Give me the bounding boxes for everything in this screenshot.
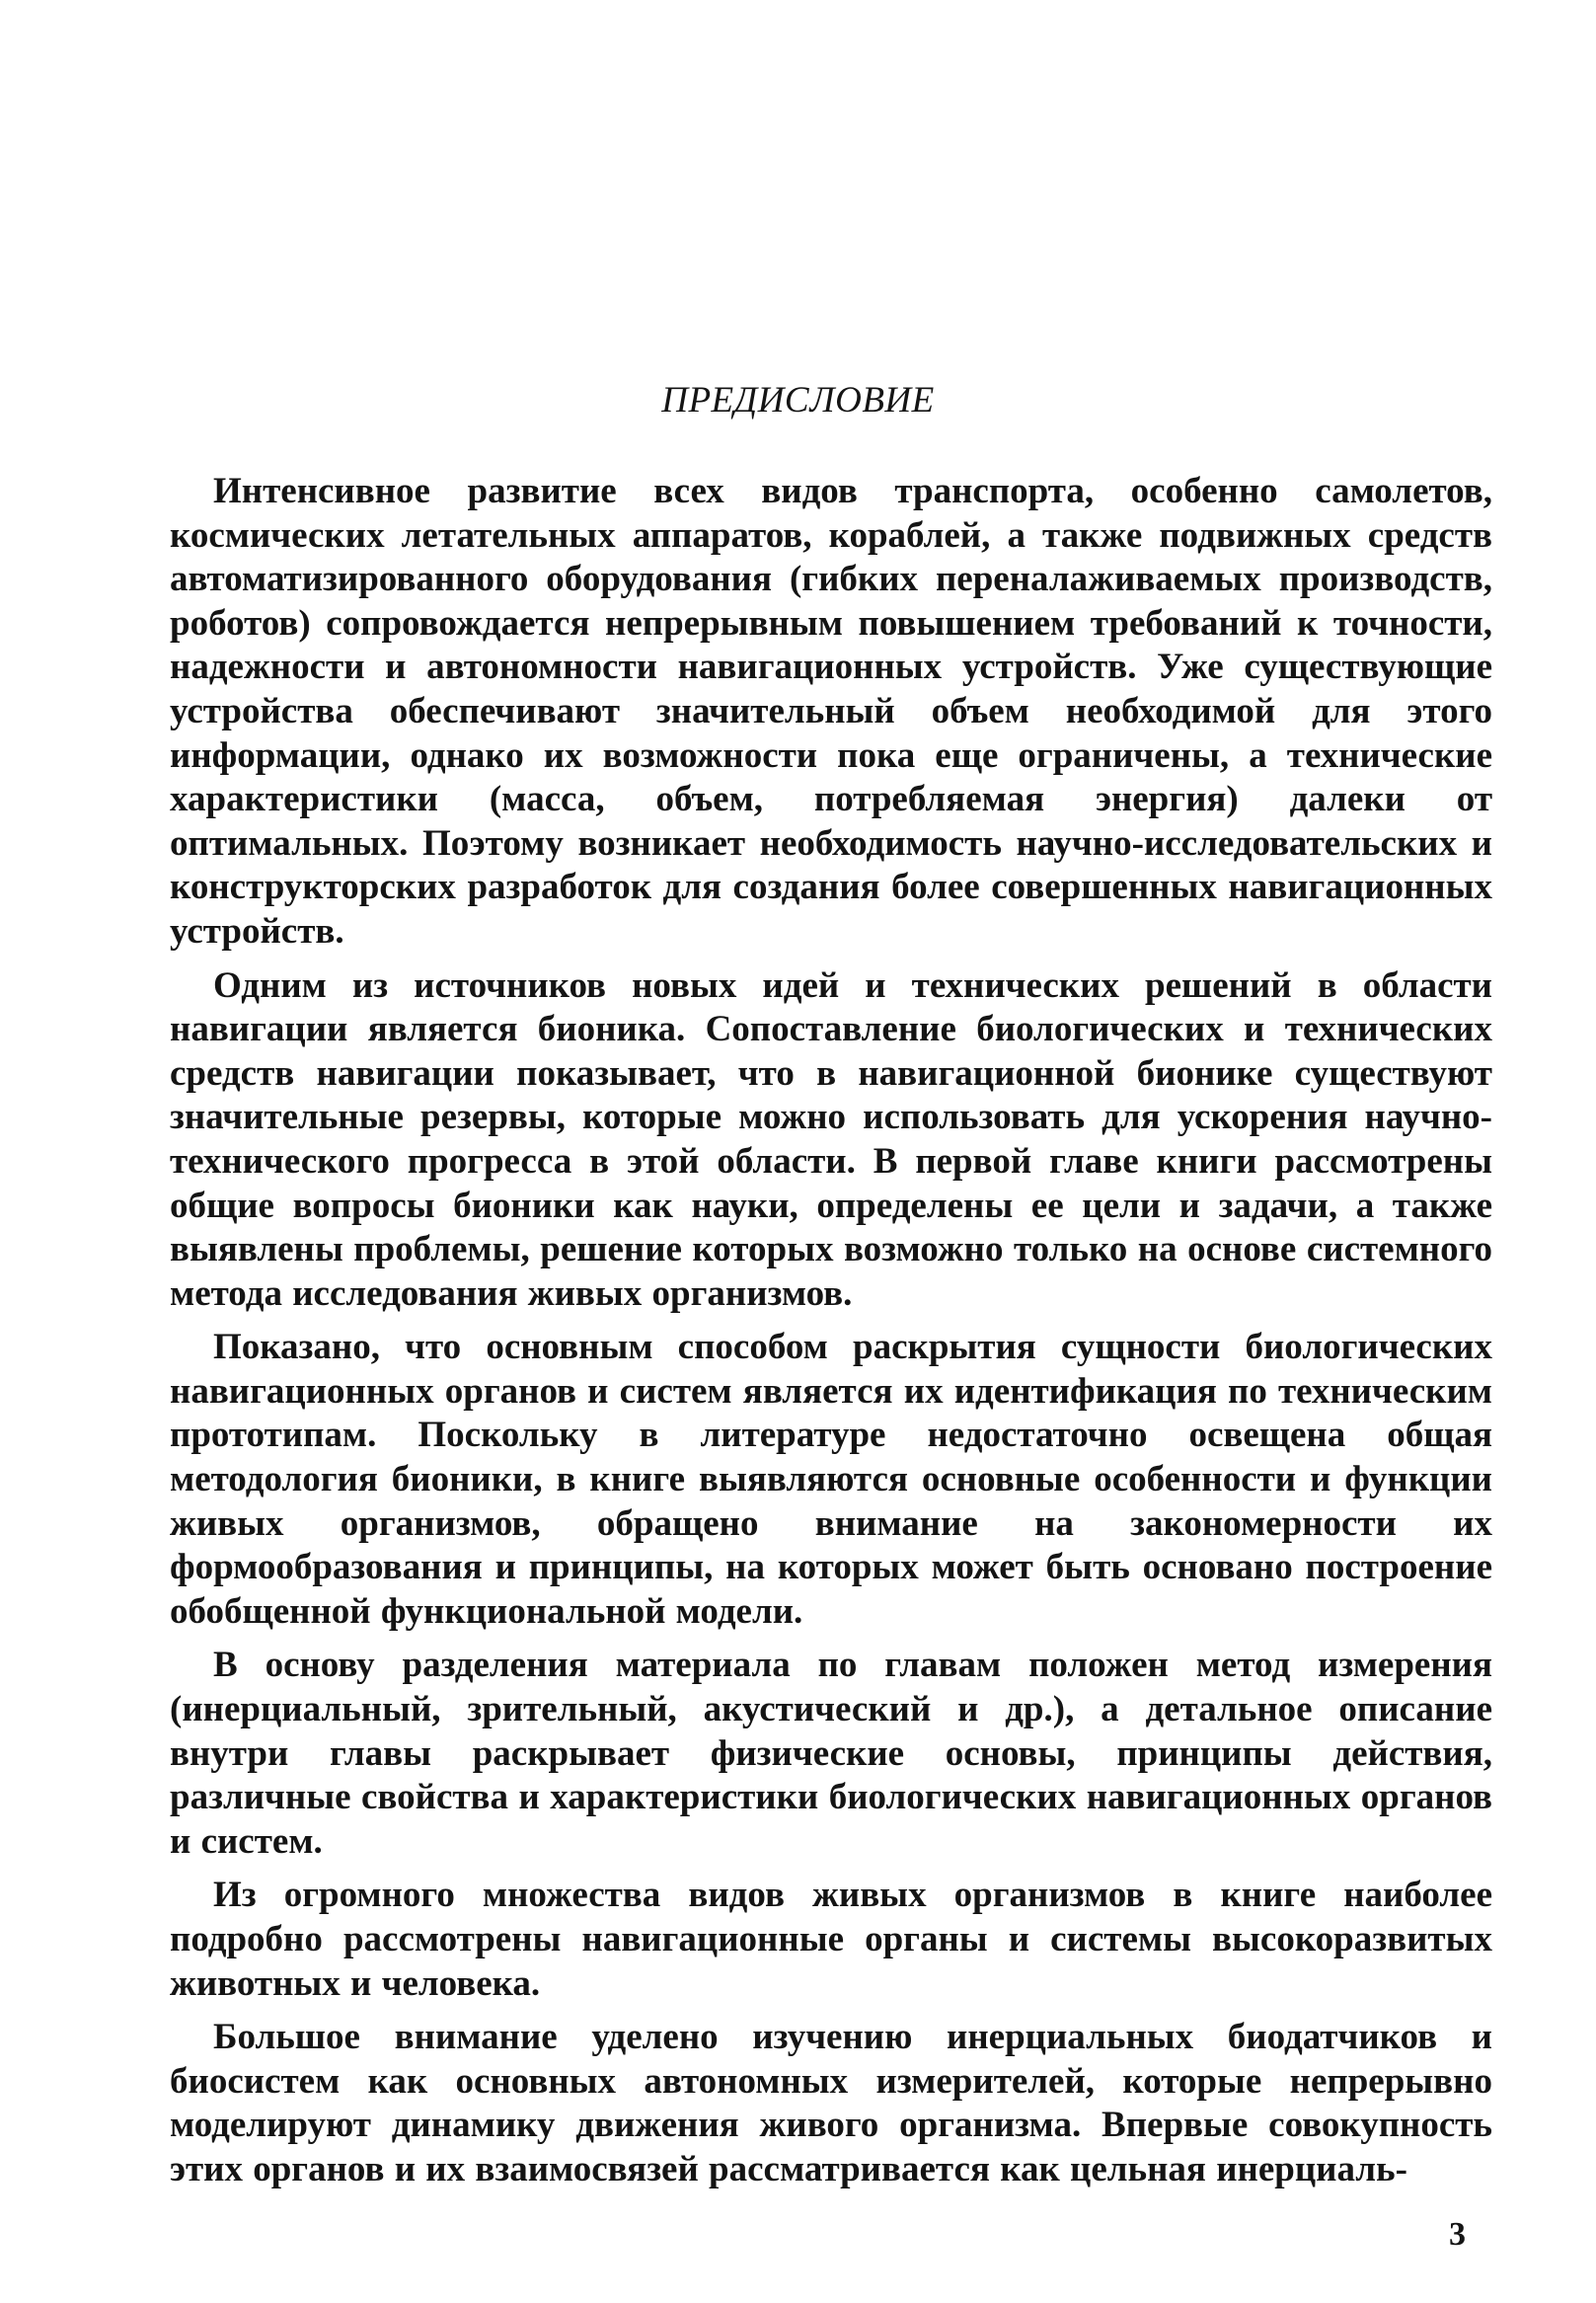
page-title: ПРЕДИСЛОВИЕ: [661, 380, 935, 421]
paragraph: В основу разделения материала по главам положен метод измерения (инерциальный, зрительный, акустический и др.), а детальное описание внутри главы раскрывает физические основы, принципы действия, различные свойства и характеристики биологических навигационных органов и систем.: [170, 1645, 1492, 1862]
page-number: 3: [1449, 2216, 1466, 2253]
paragraph: Большое внимание уделено изучению инерциальных биодатчиков и биосистем как основных автономных измерителей, которые непрерывно моделируют динамику движения живого организма. Впервые совокупность этих органов и их взаимосвязей рассматривается как цельная инерциаль-: [170, 2017, 1492, 2189]
paragraph: Одним из источников новых идей и технических решений в области навигации является бионика. Сопоставление биологических и технических средств навигации показывает, что в навигационной бионике существуют значительные резервы, которые можно использовать для ускорения научно-технического прогресса в этой области. В первой главе книги рассмотрены общие вопросы бионики как науки, определены ее цели и задачи, а также выявлены проблемы, решение которых возможно только на основе системного метода исследования живых организмов.: [170, 964, 1492, 1314]
paragraph: Интенсивное развитие всех видов транспорта, особенно самолетов, космических летательных аппаратов, кораблей, а также подвижных средств автоматизированного оборудования (гибких переналаживаемых производств, роботов) сопровождается непрерывным повышением требований к точности, надежности и автономности навигационных устройств. Уже существующие устройства обеспечивают значительный объем необходимой для этого информации, однако их возможности пока еще ограничены, а технические характеристики (масса, объем, потребляемая энергия) далеки от оптимальных. Поэтому возникает необходимость научно-исследовательских и конструкторских разработок для создания более совершенных навигационных устройств.: [170, 471, 1492, 952]
paragraph: Показано, что основным способом раскрытия сущности биологических навигационных органов и систем является их идентификация по техническим прототипам. Поскольку в литературе недостаточно освещена общая методология бионики, в книге выявляются основные особенности и функции живых организмов, обращено внимание на закономерности их формообразования и принципы, на которых может быть основано построение обобщенной функциональной модели.: [170, 1327, 1492, 1632]
body-text: [170, 470, 1492, 2202]
paragraph: Из огромного множества видов живых организмов в книге наиболее подробно рассмотрены навигационные органы и системы высокоразвитых животных и человека.: [170, 1875, 1492, 2004]
